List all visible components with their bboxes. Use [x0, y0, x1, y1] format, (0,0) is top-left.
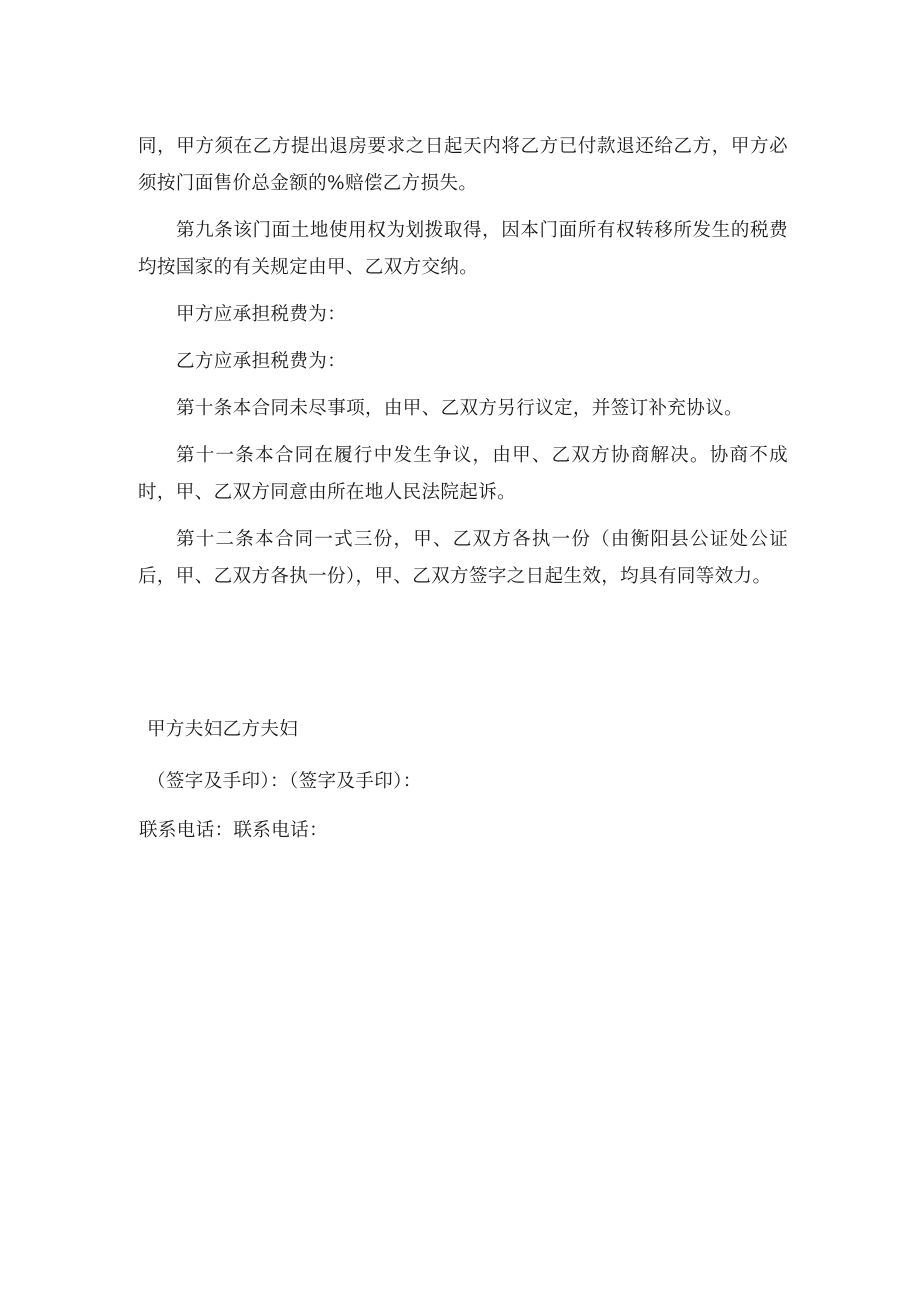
paragraph-article-9: 第九条该门面土地使用权为划拨取得，因本门面所有权转移所发生的税费均按国家的有关规定由甲、乙双方交纳。: [138, 220, 788, 278]
paragraph-party-b-taxes: 乙方应承担税费为：: [176, 351, 347, 372]
signature-parties: 甲方夫妇乙方夫妇: [147, 719, 299, 740]
paragraph-party-a-taxes: 甲方应承担税费为：: [176, 304, 347, 325]
paragraph-article-10: 第十条本合同未尽事项，由甲、乙双方另行议定，并签订补充协议。: [176, 398, 744, 419]
paragraph-continuation: 同，甲方须在乙方提出退房要求之日起天内将乙方已付款退还给乙方，甲方必须按门面售价总金额的%赔偿乙方损失。: [138, 136, 788, 194]
paragraph-article-11: 第十一条本合同在履行中发生争议，由甲、乙双方协商解决。协商不成时，甲、乙双方同意由所在地人民法院起诉。: [138, 445, 788, 503]
signature-phone: 联系电话：联系电话：: [139, 820, 329, 841]
contract-body: [138, 128, 788, 605]
paragraph-article-12: 第十二条本合同一式三份，甲、乙双方各执一份（由衡阳县公证处公证后，甲、乙双方各执一份），甲、乙双方签字之日起生效，均具有同等效力。: [138, 529, 788, 587]
signature-sign-seal: （签字及手印）：（签字及手印）：: [147, 771, 422, 792]
